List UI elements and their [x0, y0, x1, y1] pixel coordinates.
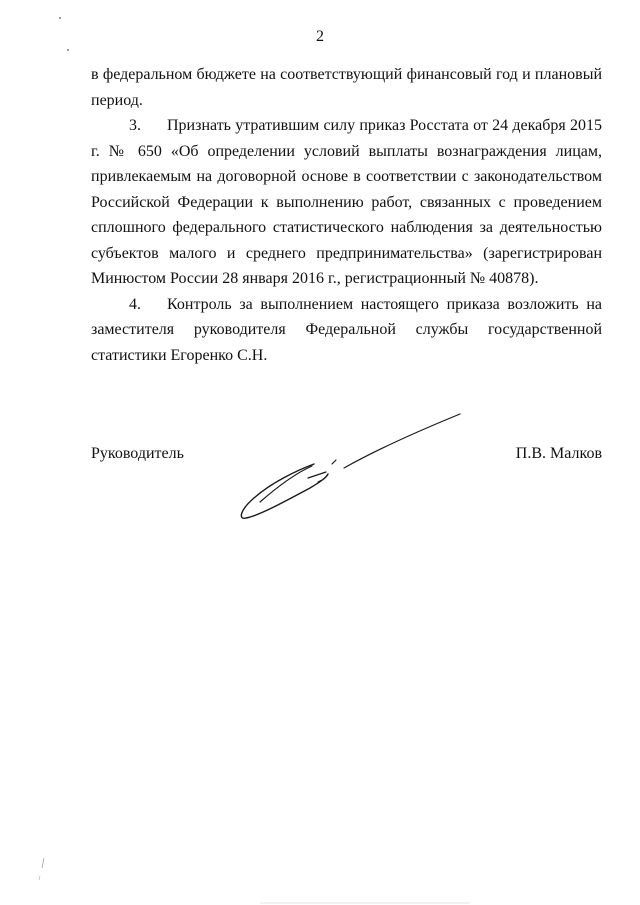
- document-body: [91, 62, 602, 368]
- signatory-title: Руководитель: [91, 445, 184, 462]
- paragraph-item-4: [91, 292, 602, 369]
- paragraph-text: Контроль за выполнением настоящего приказа возложить на заместителя руководителя Федеральной службы государственной статистики Егоренко С.Н.: [91, 295, 602, 364]
- signatory-name: П.В. Малков: [515, 445, 602, 462]
- page-number: 2: [316, 28, 324, 45]
- paragraph-text: Признать утратившим силу приказ Росстата от 24 декабря 2015 г. № 650 «Об определении условий выплаты вознаграждения лицам, привлекаемым на договорной основе в соответствии с законодательством Российской Федерации к выполнению работ, связанных с проведением сплошного федерального статистического наблюдения за деятельностью субъектов малого и среднего предпринимательства» (зарегистрирован Минюстом России 28 января 2016 г., регистрационный № 40878).: [91, 117, 602, 287]
- handwritten-signature: [236, 408, 468, 524]
- paragraph-text: в федеральном бюджете на соответствующий финансовый год и плановый период.: [91, 66, 602, 109]
- paragraph-number: 4.: [129, 295, 141, 313]
- paragraph-item-3: [91, 113, 602, 292]
- paragraph-continuation: [91, 62, 602, 113]
- paragraph-number: 3.: [129, 117, 141, 134]
